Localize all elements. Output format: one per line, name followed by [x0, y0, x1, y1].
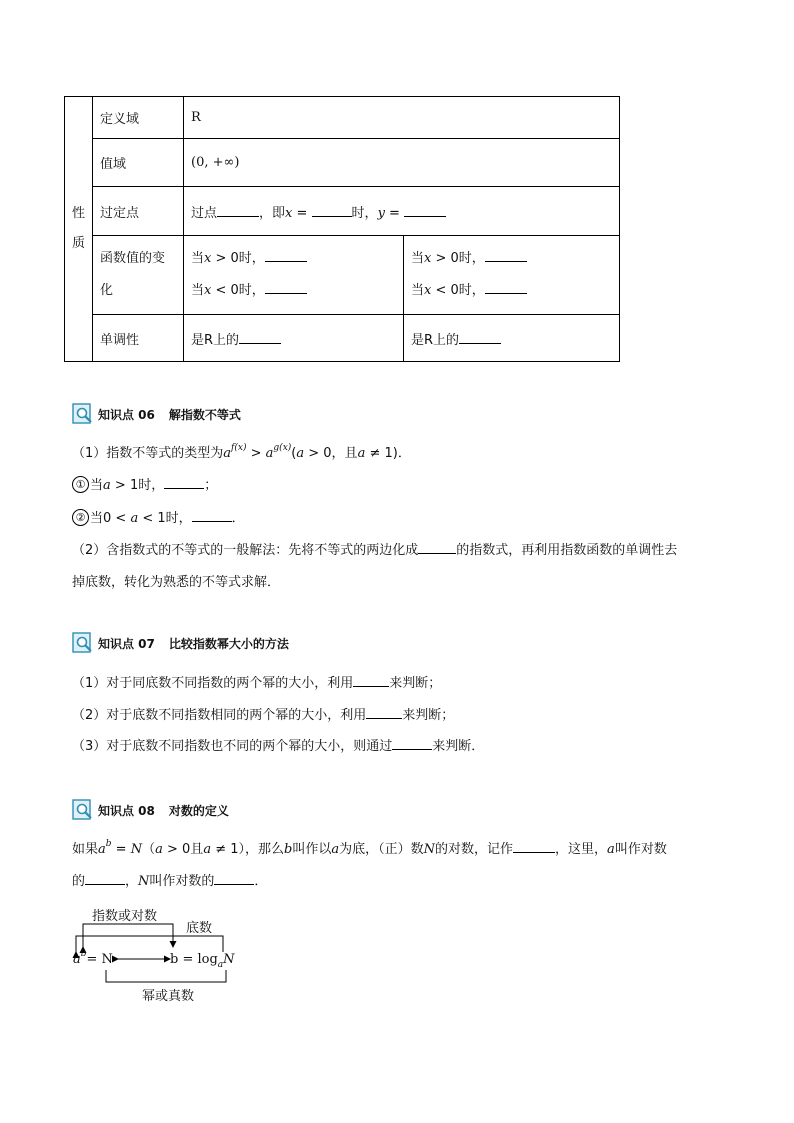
row-name-fixed-point: 过定点: [93, 187, 184, 236]
magnifier-book-icon: [72, 403, 94, 425]
s07-line-1: （1）对于同底数不同指数的两个幂的大小，利用 来判断；: [72, 676, 442, 691]
section-title: 比较指数幂大小的方法: [168, 636, 289, 651]
domain-value: R: [184, 97, 620, 139]
s07-line-3: （3）对于底数不同指数也不同的两个幂的大小，则通过 来判断．: [72, 739, 485, 754]
s06-case-2: ② 当0 < a < 1时， ．: [72, 507, 245, 526]
s06-paragraph-2-cont: 掉底数，转化为熟悉的不等式求解．: [72, 575, 281, 590]
s06-paragraph-1: （1）指数不等式的类型为$a^{f(x)} > a^{g(x)}(a > 0$，且a ≠ 1)．: [72, 443, 411, 461]
row-name-value-change: 函数值的变 化: [93, 236, 184, 315]
section-title: 对数的定义: [168, 803, 229, 818]
section-number: 知识点 06: [98, 407, 155, 422]
label-exponent-or-log: 指数或对数: [92, 909, 158, 924]
range-value: (0, +∞): [184, 139, 620, 187]
s07-line-2: （2）对于底数不同指数相同的两个幂的大小，利用 来判断；: [72, 708, 455, 723]
label-power-or-argument: 幂或真数: [142, 989, 195, 1004]
monotonic-left: 是R上的: [184, 315, 404, 362]
row-name-domain: 定义域: [93, 97, 184, 139]
s06-paragraph-2: （2）含指数式的不等式的一般解法：先将不等式的两边化成 的指数式，再利用指数函数的单调性去: [72, 543, 678, 558]
side-label: 性 质: [65, 97, 93, 362]
s08-paragraph-1: 如果$a^b = N(a > 0$且a ≠ 1），那么b叫作以a为底，（正）数N的对数，记作 ，这里，a叫作对数: [72, 839, 667, 857]
section-number: 知识点 08: [98, 803, 155, 818]
properties-table: [64, 96, 620, 362]
label-base: 底数: [186, 921, 213, 936]
value-change-left: 当x > 0时， 当x < 0时，: [184, 236, 404, 315]
fixed-point-value: 过点 ，即x = 时，y =: [184, 187, 620, 236]
value-change-right: 当x > 0时， 当x < 0时，: [404, 236, 620, 315]
row-name-range: 值域: [93, 139, 184, 187]
section-title: 解指数不等式: [168, 407, 241, 422]
section-number: 知识点 07: [98, 636, 155, 651]
magnifier-book-icon: [72, 799, 94, 821]
magnifier-book-icon: [72, 632, 94, 654]
row-name-monotonic: 单调性: [93, 315, 184, 362]
section-06-header: [72, 403, 241, 425]
log-definition-diagram: [68, 902, 238, 1006]
equation-right: $b = \log_aN$: [170, 952, 235, 970]
section-07-header: [72, 632, 289, 654]
section-08-header: [72, 799, 229, 821]
s06-case-1: ① 当a > 1时， ；: [72, 474, 217, 493]
monotonic-right: 是R上的: [404, 315, 620, 362]
equation-left: $a^b= N$: [73, 949, 113, 967]
s08-paragraph-2: 的 ，N叫作对数的 ．: [72, 874, 268, 889]
